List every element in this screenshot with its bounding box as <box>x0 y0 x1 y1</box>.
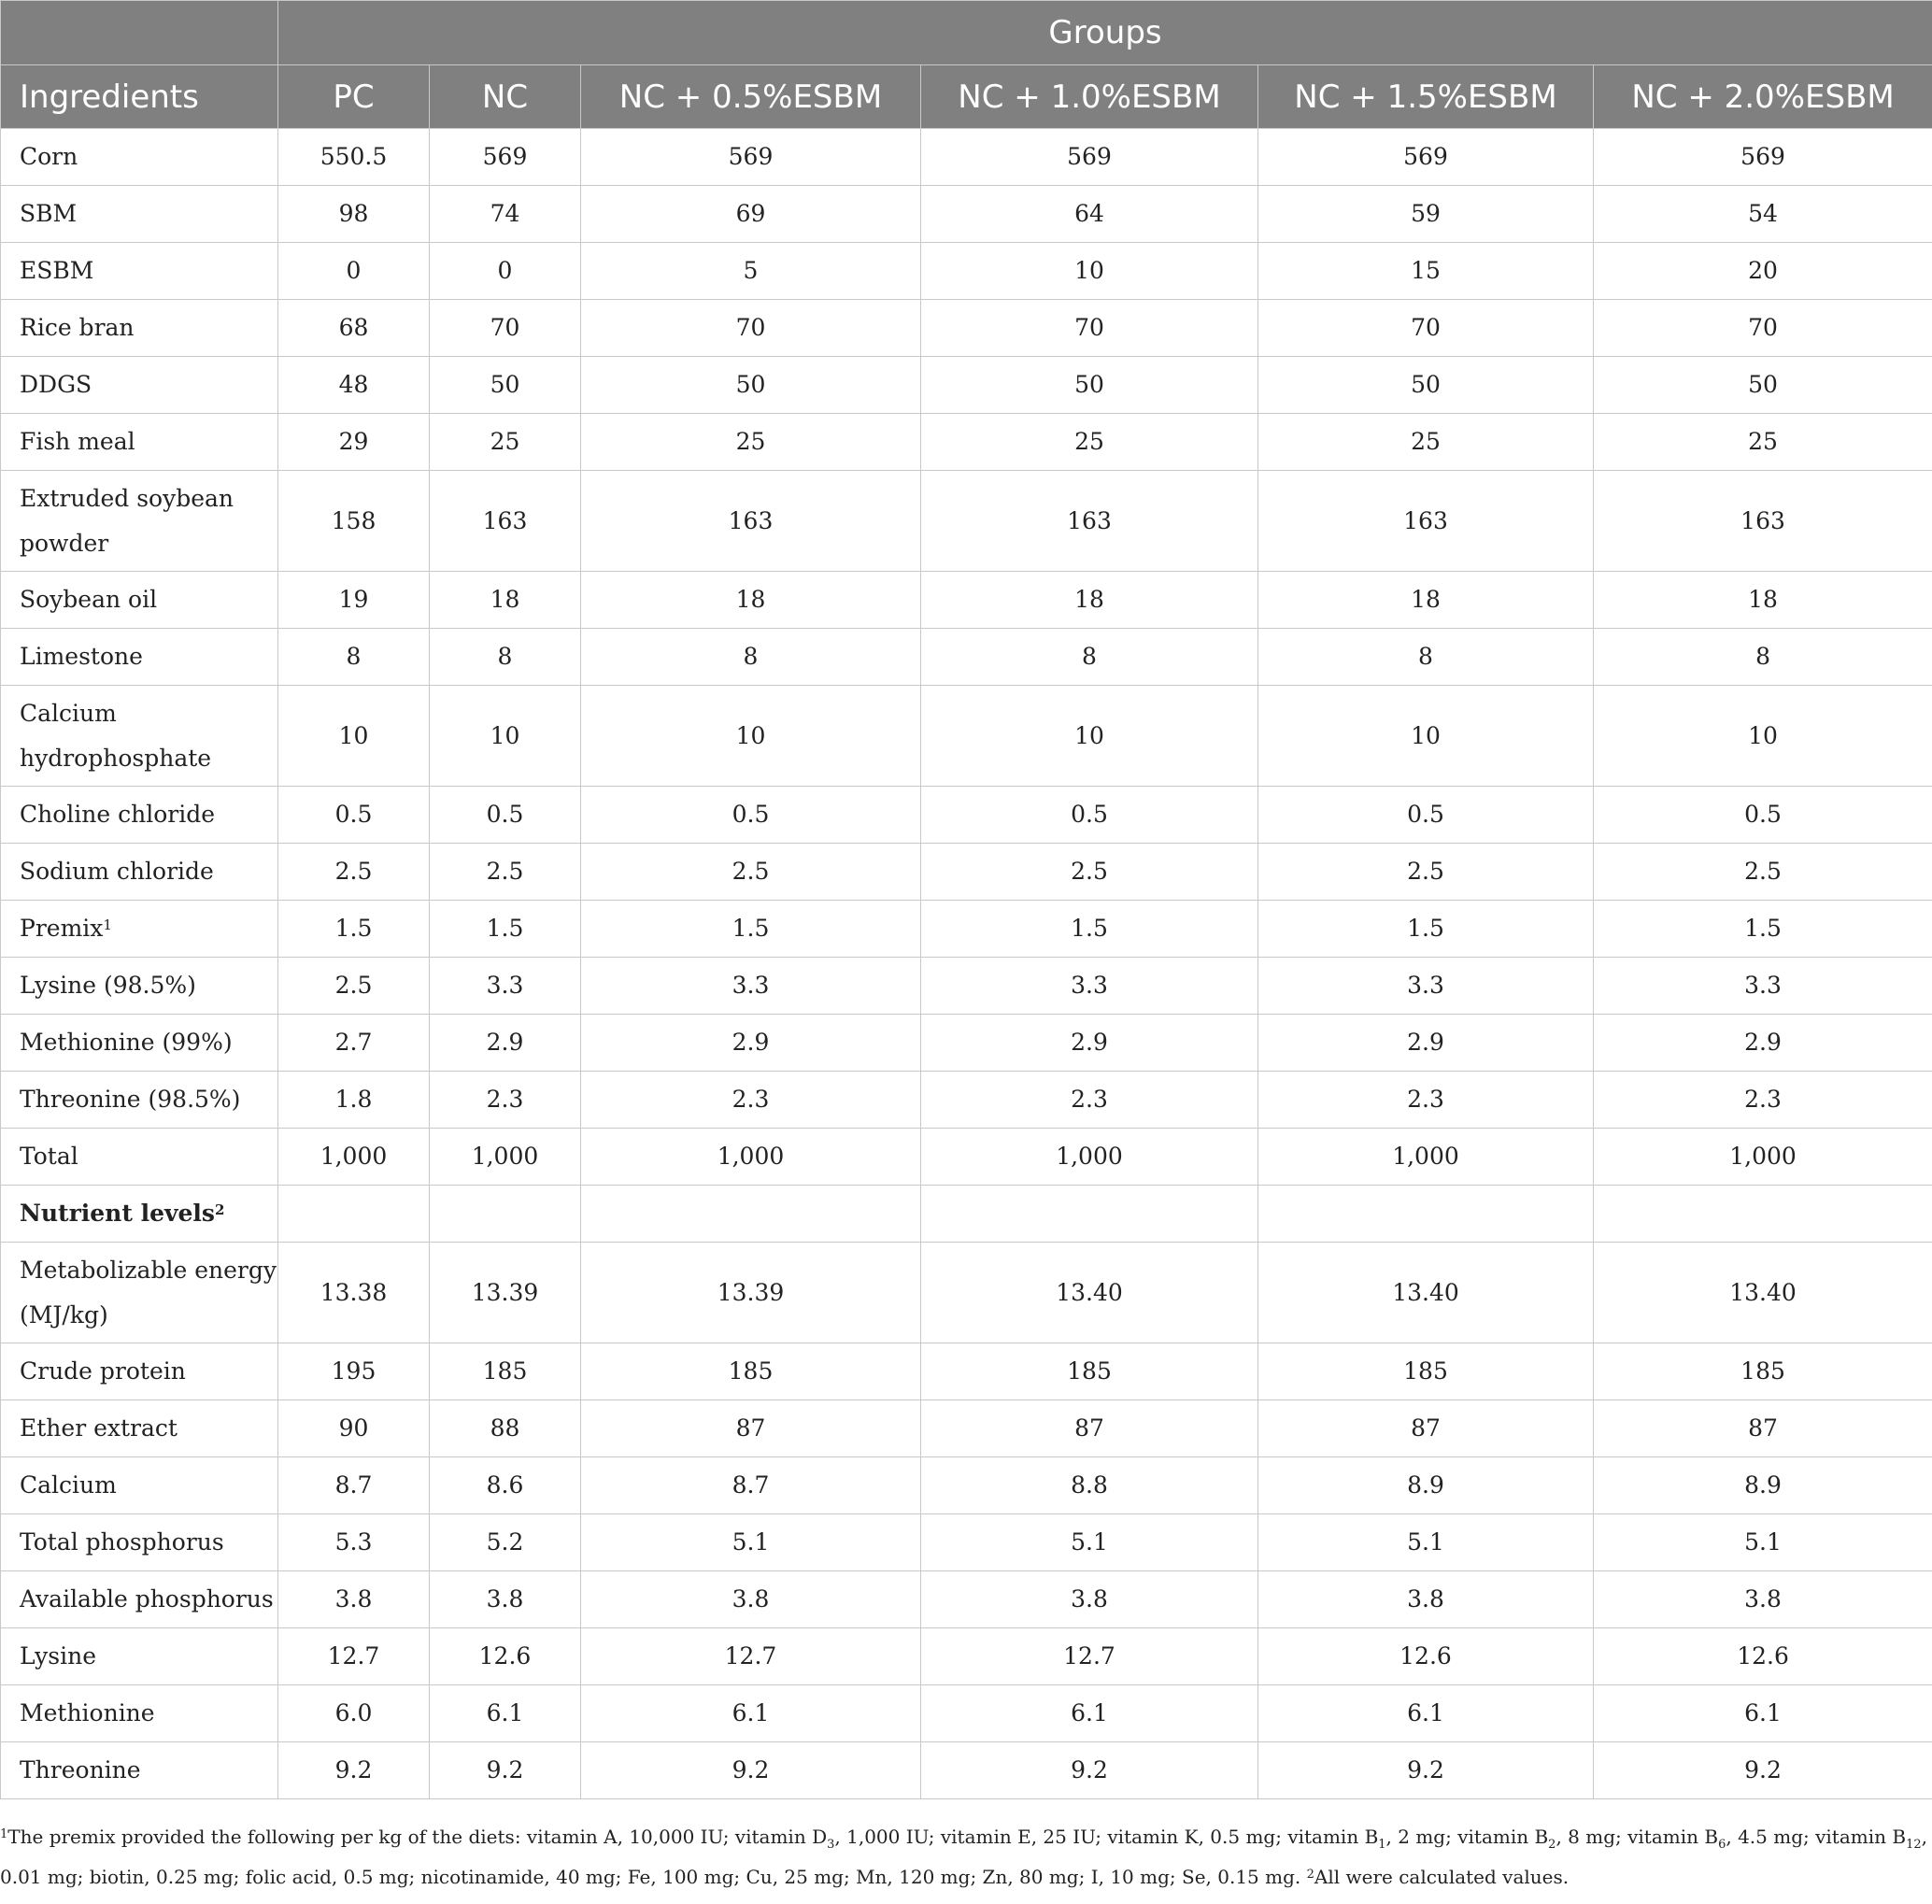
table-row <box>1 1571 1932 1628</box>
value-cell: 5.1 <box>921 1514 1258 1571</box>
value-cell: 3.3 <box>1594 958 1932 1015</box>
header-blank-cell <box>1 1 278 65</box>
value-cell: 25 <box>1258 414 1594 471</box>
table-row <box>1 629 1932 686</box>
value-cell: 1,000 <box>278 1129 430 1186</box>
value-cell: 8 <box>430 629 581 686</box>
row-label-cell <box>1 629 278 686</box>
value-cell: 6.1 <box>581 1685 921 1742</box>
row-label-cell <box>1 357 278 414</box>
value-cell <box>921 1186 1258 1243</box>
value-cell: 25 <box>581 414 921 471</box>
row-label-cell <box>1 1243 278 1343</box>
row-label: Rice bran <box>20 314 135 341</box>
value-cell: 195 <box>278 1343 430 1400</box>
table-body <box>1 129 1932 1799</box>
table-row <box>1 686 1932 787</box>
value-cell: 9.2 <box>430 1742 581 1799</box>
value-cell: 15 <box>1258 243 1594 300</box>
value-cell: 8 <box>921 629 1258 686</box>
column-header-nc-0-5-esbm: NC + 0.5%ESBM <box>581 65 921 129</box>
table-row <box>1 414 1932 471</box>
row-label-cell <box>1 1685 278 1742</box>
column-header-nc-1-0-esbm: NC + 1.0%ESBM <box>921 65 1258 129</box>
row-label: Soybean oil <box>20 586 158 613</box>
value-cell: 59 <box>1258 186 1594 243</box>
value-cell: 70 <box>430 300 581 357</box>
value-cell: 87 <box>921 1400 1258 1457</box>
value-cell: 10 <box>1258 686 1594 787</box>
row-label-cell <box>1 1072 278 1129</box>
value-cell: 50 <box>581 357 921 414</box>
table-row <box>1 243 1932 300</box>
value-cell: 5 <box>581 243 921 300</box>
table-footnote <box>0 1821 1932 1893</box>
column-header-nc: NC <box>430 65 581 129</box>
value-cell: 64 <box>921 186 1258 243</box>
row-label: Crude protein <box>20 1357 186 1385</box>
value-cell: 2.5 <box>1594 844 1932 901</box>
value-cell: 98 <box>278 186 430 243</box>
row-label-cell <box>1 300 278 357</box>
value-cell: 1.5 <box>1258 901 1594 958</box>
row-label: SBM <box>20 200 78 227</box>
row-label: Methionine <box>20 1699 155 1726</box>
row-label: Total <box>20 1143 78 1170</box>
row-label-cell <box>1 1457 278 1514</box>
value-cell: 0.5 <box>278 787 430 844</box>
row-label-cell <box>1 243 278 300</box>
row-label: ESBM <box>20 257 94 284</box>
value-cell: 8.6 <box>430 1457 581 1514</box>
footnote-sub-b2: 2 <box>1548 1838 1556 1852</box>
row-label-cell <box>1 787 278 844</box>
value-cell: 9.2 <box>278 1742 430 1799</box>
value-cell: 2.9 <box>1594 1015 1932 1072</box>
footnote-sub-d3: 3 <box>827 1838 835 1852</box>
row-label-cell <box>1 958 278 1015</box>
footnote-text-1a: The premix provided the following per kg of the diets: vitamin A, 10,000 IU; vitamin D <box>7 1826 828 1848</box>
value-cell: 13.40 <box>1258 1243 1594 1343</box>
value-cell: 163 <box>1258 471 1594 572</box>
table-row <box>1 1514 1932 1571</box>
footnote-sub-b6: 6 <box>1718 1838 1726 1852</box>
value-cell: 20 <box>1594 243 1932 300</box>
row-label-cell <box>1 901 278 958</box>
row-label: Ether extract <box>20 1414 178 1442</box>
value-cell: 10 <box>1594 686 1932 787</box>
row-label-cell <box>1 129 278 186</box>
value-cell: 3.8 <box>1594 1571 1932 1628</box>
value-cell: 6.0 <box>278 1685 430 1742</box>
row-label-cell <box>1 471 278 572</box>
column-header-nc-1-5-esbm: NC + 1.5%ESBM <box>1258 65 1594 129</box>
row-label: Lysine (98.5%) <box>20 972 196 999</box>
groups-header: Groups <box>278 1 1932 65</box>
value-cell: 6.1 <box>1258 1685 1594 1742</box>
value-cell: 1,000 <box>430 1129 581 1186</box>
value-cell: 3.3 <box>1258 958 1594 1015</box>
table-row <box>1 572 1932 629</box>
table-row <box>1 1243 1932 1343</box>
value-cell: 185 <box>1594 1343 1932 1400</box>
table-row <box>1 1072 1932 1129</box>
table-row <box>1 958 1932 1015</box>
value-cell: 5.1 <box>1258 1514 1594 1571</box>
value-cell: 6.1 <box>921 1685 1258 1742</box>
footnote-text-1d: , 8 mg; vitamin B <box>1556 1826 1719 1848</box>
value-cell: 8.9 <box>1258 1457 1594 1514</box>
value-cell: 8 <box>581 629 921 686</box>
value-cell: 0.5 <box>921 787 1258 844</box>
value-cell: 10 <box>278 686 430 787</box>
row-label-cell <box>1 186 278 243</box>
value-cell: 87 <box>581 1400 921 1457</box>
value-cell: 54 <box>1594 186 1932 243</box>
footnote-marker-2: 2 <box>1306 1868 1314 1882</box>
row-label-cell <box>1 1571 278 1628</box>
row-label-cell <box>1 844 278 901</box>
table-row <box>1 357 1932 414</box>
footnote-text-2: All were calculated values. <box>1314 1866 1570 1888</box>
table-row <box>1 1457 1932 1514</box>
value-cell: 2.7 <box>278 1015 430 1072</box>
value-cell: 70 <box>1594 300 1932 357</box>
row-label: Calcium <box>20 1471 117 1499</box>
value-cell: 50 <box>1258 357 1594 414</box>
row-label-cell <box>1 1628 278 1685</box>
row-label-cell <box>1 414 278 471</box>
value-cell: 1.5 <box>278 901 430 958</box>
value-cell: 12.7 <box>278 1628 430 1685</box>
value-cell: 12.7 <box>921 1628 1258 1685</box>
value-cell: 2.3 <box>1258 1072 1594 1129</box>
value-cell: 185 <box>921 1343 1258 1400</box>
value-cell: 2.9 <box>1258 1015 1594 1072</box>
value-cell: 1.5 <box>921 901 1258 958</box>
value-cell: 68 <box>278 300 430 357</box>
value-cell <box>1258 1186 1594 1243</box>
table-row <box>1 1343 1932 1400</box>
row-label: Extruded soybean powder <box>20 484 234 557</box>
table-row <box>1 300 1932 357</box>
value-cell <box>278 1186 430 1243</box>
value-cell: 2.5 <box>278 844 430 901</box>
footnote-sub-b12: 12 <box>1906 1838 1922 1852</box>
value-cell: 2.9 <box>430 1015 581 1072</box>
column-header-nc-2-0-esbm: NC + 2.0%ESBM <box>1594 65 1932 129</box>
value-cell: 2.5 <box>921 844 1258 901</box>
value-cell: 3.8 <box>430 1571 581 1628</box>
table-row <box>1 1742 1932 1799</box>
value-cell: 6.1 <box>1594 1685 1932 1742</box>
value-cell: 70 <box>921 300 1258 357</box>
header-groups-row <box>1 1 1932 65</box>
value-cell: 18 <box>921 572 1258 629</box>
value-cell: 2.3 <box>921 1072 1258 1129</box>
value-cell: 87 <box>1594 1400 1932 1457</box>
value-cell: 569 <box>1258 129 1594 186</box>
row-label-cell <box>1 1742 278 1799</box>
value-cell: 13.40 <box>1594 1243 1932 1343</box>
value-cell: 88 <box>430 1400 581 1457</box>
row-label-cell <box>1 1015 278 1072</box>
value-cell: 1.5 <box>581 901 921 958</box>
value-cell: 2.3 <box>581 1072 921 1129</box>
value-cell: 18 <box>1594 572 1932 629</box>
footnote-sub-b1: 1 <box>1378 1838 1386 1852</box>
value-cell: 163 <box>1594 471 1932 572</box>
table-row <box>1 1129 1932 1186</box>
value-cell: 10 <box>921 686 1258 787</box>
value-cell: 25 <box>921 414 1258 471</box>
value-cell: 2.3 <box>430 1072 581 1129</box>
value-cell: 8 <box>278 629 430 686</box>
value-cell: 69 <box>581 186 921 243</box>
row-label: Metabolizable energy (MJ/kg) <box>20 1256 277 1329</box>
row-label: Available phosphorus <box>20 1585 274 1613</box>
value-cell: 2.5 <box>278 958 430 1015</box>
value-cell: 19 <box>278 572 430 629</box>
value-cell: 3.3 <box>430 958 581 1015</box>
value-cell: 12.7 <box>581 1628 921 1685</box>
value-cell: 87 <box>1258 1400 1594 1457</box>
row-label-cell <box>1 1343 278 1400</box>
row-label: Calcium hydrophosphate <box>20 699 212 772</box>
value-cell: 50 <box>430 357 581 414</box>
value-cell: 13.40 <box>921 1243 1258 1343</box>
value-cell <box>1594 1186 1932 1243</box>
value-cell: 50 <box>1594 357 1932 414</box>
value-cell: 13.39 <box>430 1243 581 1343</box>
value-cell: 569 <box>430 129 581 186</box>
column-header-ingredients: Ingredients <box>1 65 278 129</box>
value-cell: 18 <box>581 572 921 629</box>
table-row <box>1 787 1932 844</box>
value-cell: 3.8 <box>1258 1571 1594 1628</box>
value-cell: 2.5 <box>430 844 581 901</box>
table-row <box>1 844 1932 901</box>
value-cell: 0.5 <box>581 787 921 844</box>
table-row <box>1 1685 1932 1742</box>
footnote-marker-1: 1 <box>0 1827 8 1841</box>
row-label: Threonine <box>20 1756 141 1783</box>
value-cell: 12.6 <box>430 1628 581 1685</box>
value-cell: 70 <box>1258 300 1594 357</box>
value-cell: 1.8 <box>278 1072 430 1129</box>
value-cell: 0 <box>278 243 430 300</box>
value-cell: 1,000 <box>1594 1129 1932 1186</box>
value-cell: 90 <box>278 1400 430 1457</box>
value-cell: 185 <box>430 1343 581 1400</box>
table-row <box>1 901 1932 958</box>
row-label-cell <box>1 1129 278 1186</box>
table-header <box>1 1 1932 129</box>
value-cell: 569 <box>1594 129 1932 186</box>
value-cell: 185 <box>581 1343 921 1400</box>
row-label-cell <box>1 1514 278 1571</box>
value-cell: 0.5 <box>1258 787 1594 844</box>
value-cell: 1,000 <box>921 1129 1258 1186</box>
value-cell: 74 <box>430 186 581 243</box>
value-cell: 9.2 <box>581 1742 921 1799</box>
value-cell: 25 <box>1594 414 1932 471</box>
value-cell: 8 <box>1594 629 1932 686</box>
value-cell: 10 <box>581 686 921 787</box>
value-cell: 1.5 <box>1594 901 1932 958</box>
row-label-cell <box>1 1400 278 1457</box>
value-cell: 185 <box>1258 1343 1594 1400</box>
value-cell: 29 <box>278 414 430 471</box>
row-label: Choline chloride <box>20 801 216 828</box>
value-cell: 2.5 <box>581 844 921 901</box>
value-cell: 163 <box>921 471 1258 572</box>
footnote-text-1e: , 4.5 mg; vitamin B <box>1726 1826 1907 1848</box>
row-label: Total phosphorus <box>20 1528 224 1556</box>
table-row <box>1 1015 1932 1072</box>
header-columns-row <box>1 65 1932 129</box>
value-cell: 10 <box>430 686 581 787</box>
value-cell: 12.6 <box>1594 1628 1932 1685</box>
row-label: Nutrient levels <box>20 1200 215 1227</box>
footnote-text-1f: , 0.01 mg; biotin, 0.25 mg; folic acid, 0.5 mg; nicotinamide, 40 mg; Fe, 100 mg; Cu, 25 mg; Mn, 120 mg; Zn, 80 mg; I, 10 mg; Se, 0.15 mg. <box>0 1826 1927 1888</box>
value-cell: 569 <box>921 129 1258 186</box>
row-label-cell <box>1 1186 278 1243</box>
footnote-text-1c: , 2 mg; vitamin B <box>1385 1826 1549 1848</box>
row-label: Corn <box>20 143 78 170</box>
value-cell: 2.9 <box>921 1015 1258 1072</box>
value-cell: 25 <box>430 414 581 471</box>
value-cell: 1,000 <box>581 1129 921 1186</box>
value-cell: 3.3 <box>581 958 921 1015</box>
row-label: Premix <box>20 915 104 942</box>
value-cell: 13.38 <box>278 1243 430 1343</box>
value-cell <box>581 1186 921 1243</box>
footnote-text-1b: , 1,000 IU; vitamin E, 25 IU; vitamin K, 0.5 mg; vitamin B <box>834 1826 1379 1848</box>
table-row <box>1 1186 1932 1243</box>
row-label-superscript: 2 <box>214 1201 225 1218</box>
value-cell: 0 <box>430 243 581 300</box>
row-label: Lysine <box>20 1642 97 1670</box>
table-row <box>1 1628 1932 1685</box>
value-cell: 163 <box>581 471 921 572</box>
value-cell: 3.8 <box>581 1571 921 1628</box>
value-cell: 2.5 <box>1258 844 1594 901</box>
value-cell: 569 <box>581 129 921 186</box>
value-cell: 3.3 <box>921 958 1258 1015</box>
row-label: Threonine (98.5%) <box>20 1086 241 1113</box>
value-cell: 9.2 <box>921 1742 1258 1799</box>
row-label: Methionine (99%) <box>20 1029 233 1056</box>
table-row <box>1 186 1932 243</box>
value-cell: 13.39 <box>581 1243 921 1343</box>
value-cell: 18 <box>1258 572 1594 629</box>
table-row <box>1 1400 1932 1457</box>
value-cell: 5.3 <box>278 1514 430 1571</box>
value-cell: 1,000 <box>1258 1129 1594 1186</box>
value-cell: 9.2 <box>1594 1742 1932 1799</box>
row-label: Sodium chloride <box>20 858 214 885</box>
value-cell: 6.1 <box>430 1685 581 1742</box>
value-cell: 163 <box>430 471 581 572</box>
table-row <box>1 129 1932 186</box>
value-cell: 9.2 <box>1258 1742 1594 1799</box>
value-cell: 50 <box>921 357 1258 414</box>
value-cell: 550.5 <box>278 129 430 186</box>
value-cell: 48 <box>278 357 430 414</box>
row-label: Limestone <box>20 643 143 670</box>
row-label-cell <box>1 686 278 787</box>
value-cell: 2.3 <box>1594 1072 1932 1129</box>
value-cell: 3.8 <box>921 1571 1258 1628</box>
value-cell: 70 <box>581 300 921 357</box>
value-cell <box>430 1186 581 1243</box>
row-label-cell <box>1 572 278 629</box>
value-cell: 0.5 <box>430 787 581 844</box>
value-cell: 5.1 <box>581 1514 921 1571</box>
value-cell: 8.7 <box>581 1457 921 1514</box>
value-cell: 5.1 <box>1594 1514 1932 1571</box>
column-header-pc: PC <box>278 65 430 129</box>
value-cell: 10 <box>921 243 1258 300</box>
value-cell: 158 <box>278 471 430 572</box>
value-cell: 2.9 <box>581 1015 921 1072</box>
row-label-superscript: 1 <box>103 916 112 933</box>
row-label: DDGS <box>20 371 92 398</box>
value-cell: 8 <box>1258 629 1594 686</box>
table-row <box>1 471 1932 572</box>
value-cell: 8.7 <box>278 1457 430 1514</box>
value-cell: 0.5 <box>1594 787 1932 844</box>
value-cell: 8.9 <box>1594 1457 1932 1514</box>
value-cell: 18 <box>430 572 581 629</box>
value-cell: 5.2 <box>430 1514 581 1571</box>
value-cell: 3.8 <box>278 1571 430 1628</box>
value-cell: 12.6 <box>1258 1628 1594 1685</box>
value-cell: 8.8 <box>921 1457 1258 1514</box>
value-cell: 1.5 <box>430 901 581 958</box>
row-label: Fish meal <box>20 428 135 455</box>
